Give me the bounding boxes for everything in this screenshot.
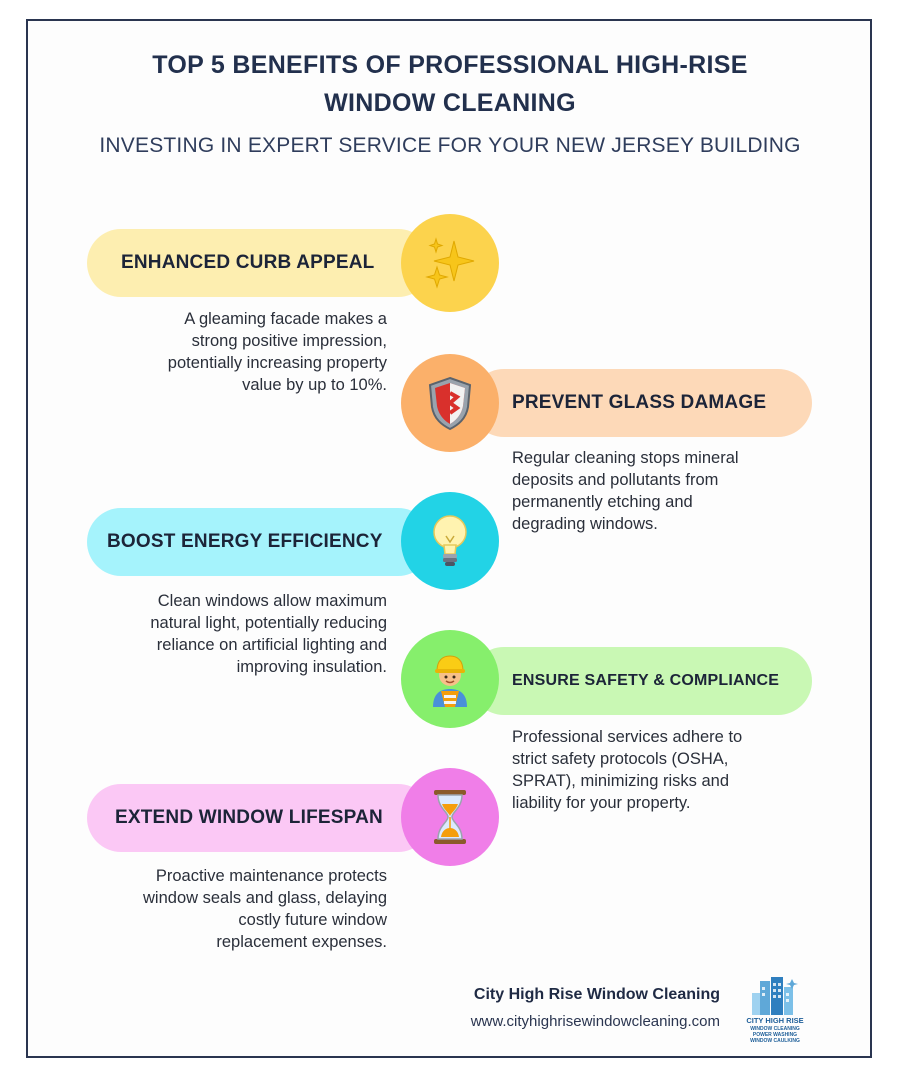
benefit-title: EXTEND WINDOW LIFESPAN [115, 807, 383, 828]
benefit-desc-lifespan: Proactive maintenance protects window seals and glass, delaying costly future window replacement expenses. [143, 867, 387, 951]
benefit-pill-energy [87, 508, 432, 576]
svg-text:WINDOW CLEANING: WINDOW CLEANING [750, 1026, 800, 1032]
benefit-desc-safety: Professional services adhere to strict safety protocols (OSHA, SPRAT), minimizing risks and liability for your property. [512, 728, 743, 812]
benefit-pill-glass-damage [470, 369, 812, 437]
svg-text:CITY HIGH RISE: CITY HIGH RISE [746, 1016, 804, 1025]
shield-icon [401, 354, 499, 452]
svg-text:POWER WASHING: POWER WASHING [752, 1032, 798, 1038]
hourglass-icon [401, 768, 499, 866]
company-logo [744, 975, 806, 1045]
benefit-desc-energy: Clean windows allow maximum natural light, potentially reducing reliance on artificial lighting and improving insulation. [150, 592, 387, 676]
benefit-title: ENHANCED CURB APPEAL [121, 252, 375, 273]
benefit-title: ENSURE SAFETY & COMPLIANCE [512, 672, 780, 689]
benefit-pill-lifespan [87, 784, 432, 852]
benefit-title: BOOST ENERGY EFFICIENCY [107, 531, 383, 552]
benefit-pill-curb-appeal [87, 229, 432, 297]
title-line-1: TOP 5 BENEFITS OF PROFESSIONAL HIGH-RISE [152, 51, 748, 79]
company-website-link[interactable]: www.cityhighrisewindowcleaning.com [470, 1013, 720, 1030]
page-title [0, 46, 900, 122]
svg-text:WINDOW CAULKING: WINDOW CAULKING [750, 1038, 800, 1044]
sparkles-icon [401, 214, 499, 312]
construction-worker-icon [401, 630, 499, 728]
company-name: City High Rise Window Cleaning [473, 986, 720, 1003]
title-line-2: WINDOW CLEANING [324, 89, 576, 117]
page-subtitle: INVESTING IN EXPERT SERVICE FOR YOUR NEW JERSEY BUILDING [99, 134, 801, 157]
benefit-desc-glass-damage: Regular cleaning stops mineral deposits and pollutants from permanently etching and degrading windows. [512, 449, 739, 533]
benefit-desc-curb-appeal: A gleaming facade makes a strong positive impression, potentially increasing property value by up to 10%. [167, 310, 387, 394]
benefit-title: PREVENT GLASS DAMAGE [512, 392, 767, 413]
benefit-pill-safety [470, 647, 812, 715]
lightbulb-icon [401, 492, 499, 590]
